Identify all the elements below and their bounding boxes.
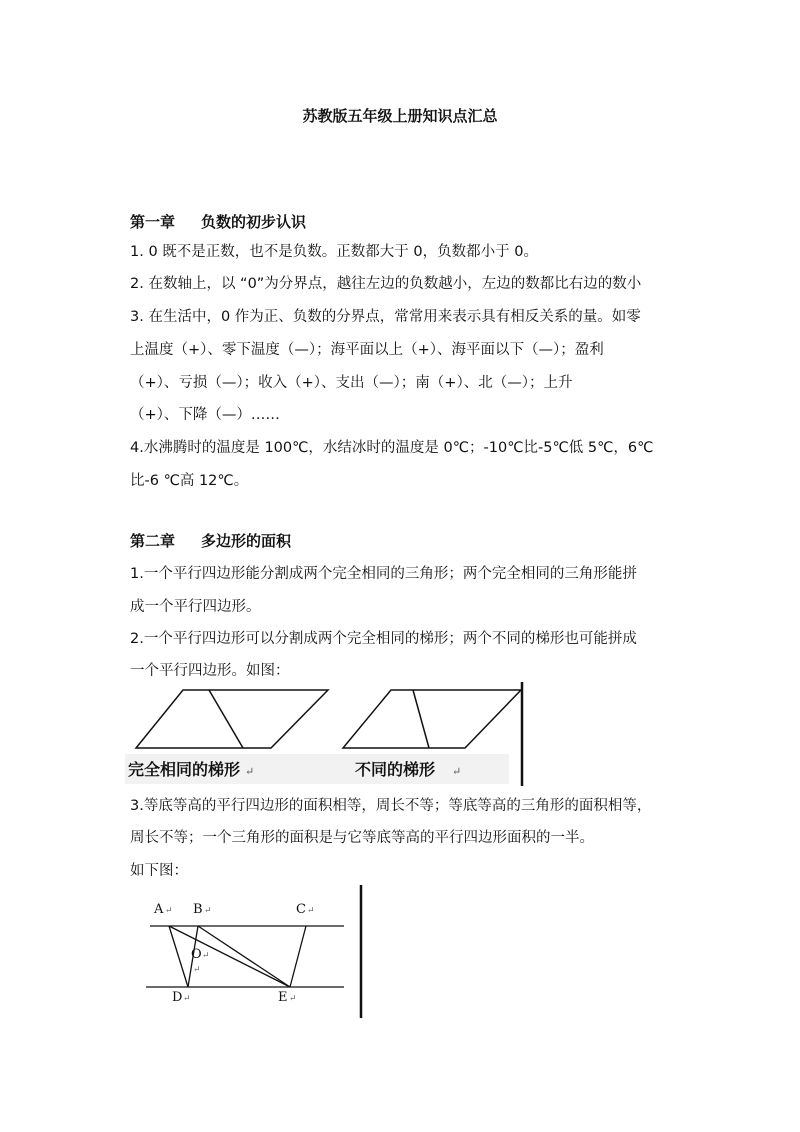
caption-different-trapezoids: 不同的梯形 <box>355 760 436 779</box>
segment-BE <box>198 926 290 987</box>
chapter-1-line: （+）、下降（—）…… <box>130 407 280 423</box>
document-title: 苏教版五年级上册知识点汇总 <box>302 107 498 125</box>
chapter-1-name: 负数的初步认识 <box>201 213 307 231</box>
chapter-2-number: 第二章 <box>130 532 176 550</box>
chapter-1-line: 1. 0 既不是正数，也不是负数。正数都大于 0，负数都小于 0。 <box>130 244 538 260</box>
chapter-1-number: 第一章 <box>130 213 176 231</box>
chapter-2-line: 周长不等；一个三角形的面积是与它等底等高的平行四边形面积的一半。 <box>130 830 594 846</box>
point-label-c: C <box>296 902 306 917</box>
chapter-2-line: 一个平行四边形。如图： <box>130 663 290 679</box>
chapter-2-line: 成一个平行四边形。 <box>130 599 261 615</box>
point-label-e: E <box>278 990 288 1005</box>
chapter-2-line: 如下图： <box>130 863 188 879</box>
equal-base-height-figure <box>140 882 370 1022</box>
chapter-1-line: （+）、亏损（—）；收入（+）、支出（—）；南（+）、北（—）；上升 <box>130 375 573 391</box>
parallelogram-right <box>343 690 521 748</box>
chapter-1-line: 2. 在数轴上，以 “0”为分界点，越往左边的负数越小，左边的数都比右边的数小 <box>130 276 642 292</box>
chapter-2-line: 3.等底等高的平行四边形的面积相等，周长不等；等底等高的三角形的面积相等， <box>130 798 652 814</box>
chapter-1-line: 比-6 ℃高 12℃。 <box>130 473 249 489</box>
chapter-2-line: 1.一个平行四边形能分割成两个完全相同的三角形；两个完全相同的三角形能拼 <box>130 566 637 582</box>
return-mark-icon: ↵ <box>183 994 191 1004</box>
point-label-b: B <box>193 902 203 917</box>
return-mark-icon: ↵ <box>245 765 255 778</box>
segment-AE <box>169 926 290 987</box>
return-mark-icon: ↵ <box>452 765 462 778</box>
return-mark-icon: ↵ <box>193 965 201 975</box>
return-mark-icon: ↵ <box>165 906 173 916</box>
chapter-1-line: 4.水沸腾时的温度是 100℃，水结冰时的温度是 0℃；-10℃比-5℃低 5℃，6℃ <box>130 440 654 456</box>
parallelogram-trapezoid-figure <box>125 682 530 790</box>
return-mark-icon: ↵ <box>202 951 210 961</box>
segment-AD <box>169 926 188 987</box>
point-label-d: D <box>172 990 183 1005</box>
return-mark-icon: ↵ <box>204 906 212 916</box>
return-mark-icon: ↵ <box>307 906 315 916</box>
cut-line-left <box>209 690 243 748</box>
chapter-1-line: 3. 在生活中，0 作为正、负数的分界点，常常用来表示具有相反关系的量。如零 <box>130 309 641 325</box>
point-label-a: A <box>154 902 164 917</box>
chapter-2-name: 多边形的面积 <box>201 532 292 550</box>
chapter-2-heading <box>130 530 291 551</box>
return-mark-icon: ↵ <box>289 994 297 1004</box>
cut-line-right <box>413 690 429 748</box>
parallelogram-left <box>136 690 328 748</box>
chapter-1-heading <box>130 211 306 232</box>
chapter-1-line: 上温度（+）、零下温度（—）；海平面以上（+）、海平面以下（—）；盈利 <box>130 342 604 358</box>
chapter-2-line: 2.一个平行四边形可以分割成两个完全相同的梯形；两个不同的梯形也可能拼成 <box>130 631 637 647</box>
segment-CE <box>290 926 306 987</box>
point-label-o: O <box>191 947 202 962</box>
caption-same-trapezoids: 完全相同的梯形 <box>128 760 241 779</box>
